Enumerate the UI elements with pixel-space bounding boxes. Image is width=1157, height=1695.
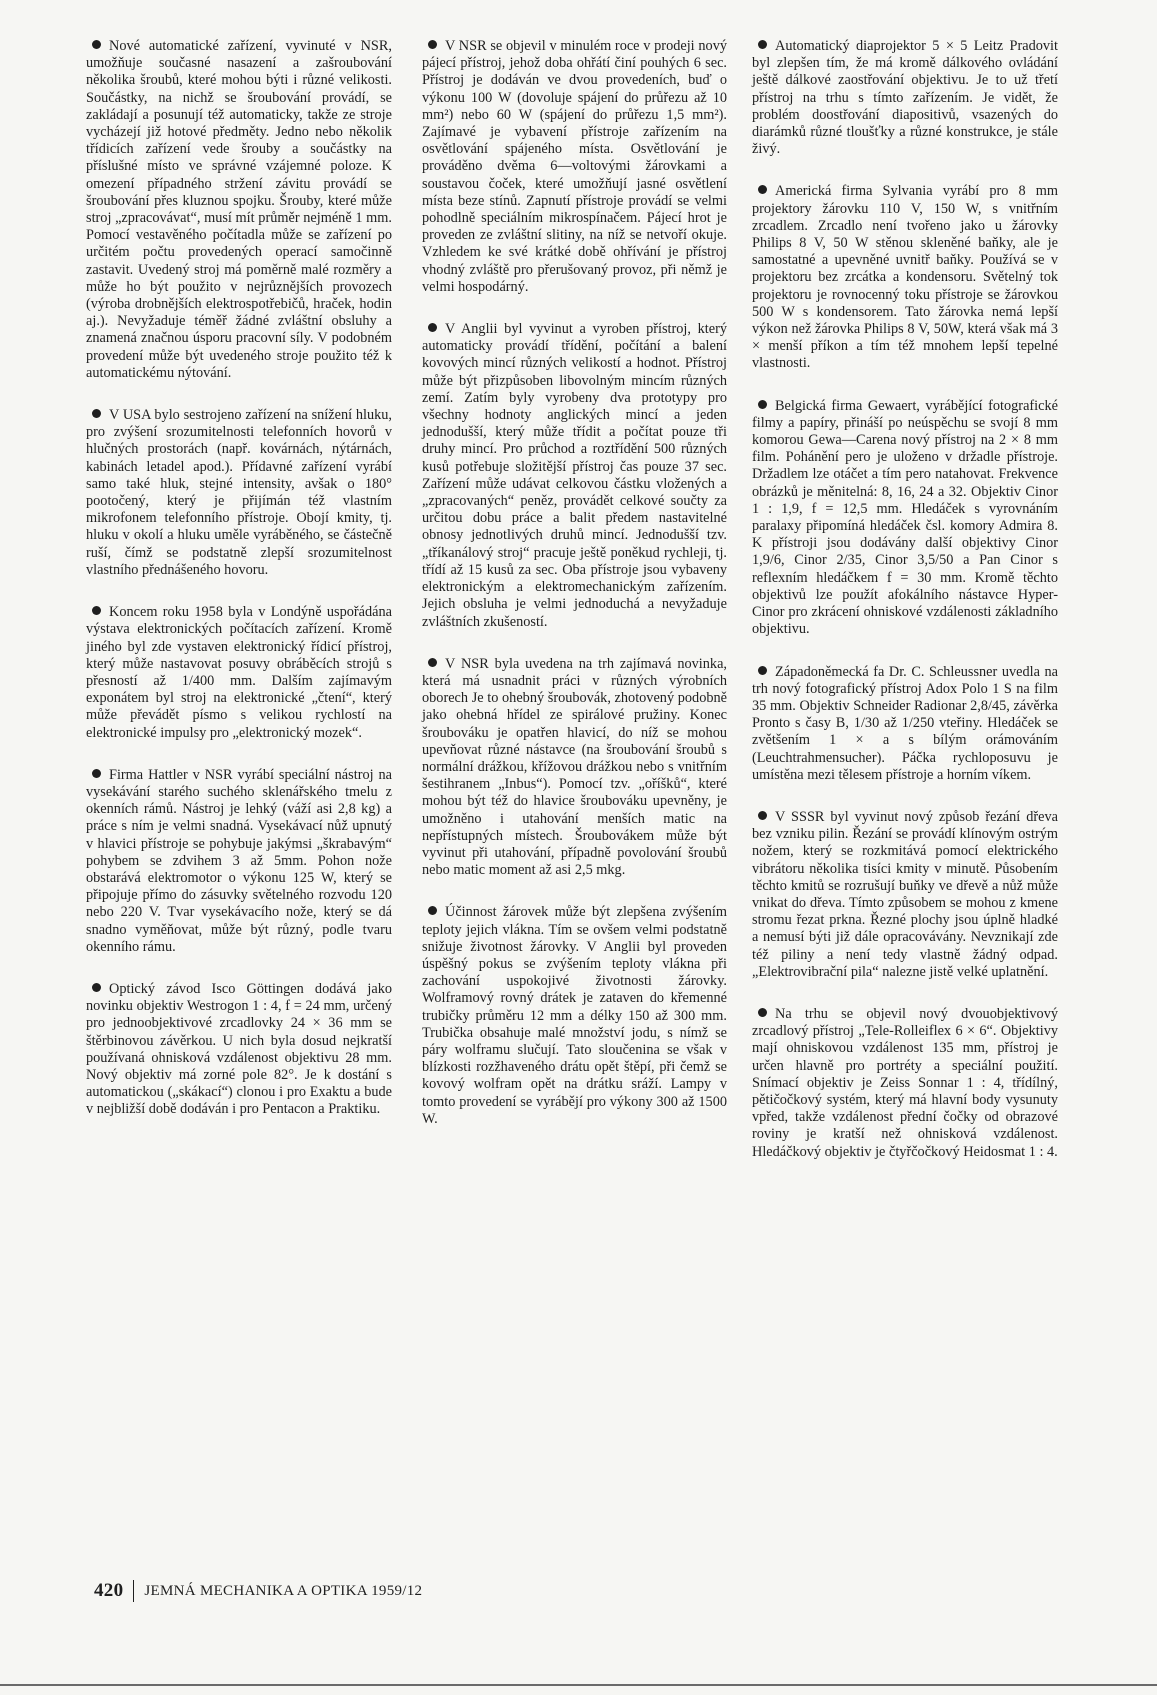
article	[422, 321, 727, 631]
article-text: Koncem roku 1958 byla v Londýně uspořádána výstava elektronických počítacích zařízení. Kromě jiného byl zde vystaven elektronický řídicí přístroj, který může nastavovat posuvy obráběcích strojů s přesností až 1/400 mm. Dalším zajímavým exponátem byl stroj na elektronické „čtení“, který může převádět písmo s velikou rychlostí na elektronické impulsy pro „elektronický mozek“.	[86, 604, 392, 741]
bullet-icon	[92, 606, 101, 615]
article-text: Na trhu se objevil nový dvouobjektivový zrcadlový přístroj „Tele-Rolleiflex 6 × 6“. Objektivy mají ohniskovou vzdálenost 135 mm, přístroj je určen hlavně pro portréty a speciální použití. Snímací objektiv je Zeiss Sonnar 1 : 4, třídílný, pětičočkový systém, který má hlavní body vysunuty vpřed, takže vzdálenost přední čočky od obrazové roviny je kratší než ohnisková vzdálenost. Hledáčkový objektiv je čtyřčočkový Heidosmat 1 : 4.	[752, 1005, 1058, 1160]
article-text: Americká firma Sylvania vyrábí pro 8 mm projektory žárovku 110 V, 150 W, s vnitřním zrcadlem. Zrcadlo není tvořeno jako u žárovky Philips 8 V, 50 W stěnou skleněné baňky, ale je samostatné a upevněné uvnitř baňky. Používá se v projektoru bez zrcátka a kondensoru. Světelný tok projektoru je rovnocenný toku přístroje se žárovkou 500 W s kondensorem. Tato žárovka nemá lepší výkon než žárovka Philips 8 V, 50W, která však má 3 × menší příkon a tím též mnohem lepší tepelné vlastnosti.	[752, 183, 1058, 372]
article	[752, 664, 1058, 784]
page-number: 420	[94, 1580, 124, 1601]
journal-name: JEMNÁ MECHANIKA A OPTIKA 1959/12	[144, 1582, 423, 1599]
article	[422, 656, 727, 880]
article-text: Západoněmecká fa Dr. C. Schleussner uvedla na trh nový fotografický přístroj Adox Polo 1 S na film 35 mm. Objektiv Schneider Radionar 2,8/45, závěrka Pronto s časy B, 1/30 až 1/250 vteřiny. Hledáček se zvětšením 1 × a s bílým orámováním (Leuchtrahmensucher). Páčka rychloposuvu je umístěna mezi tělesem přístroje a horním víkem.	[752, 663, 1058, 783]
article	[752, 38, 1058, 158]
article-text: Nové automatické zařízení, vyvinuté v NSR, umožňuje současné nasazení a zašroubování několika šroubů, které mohou býti i různé velikosti. Součástky, na nichž se šroubování provádí, se zakládají a posunují též automaticky, takže ze stroje vycházejí již hotové předměty. Jedno nebo několik třídicích zařízení vede šrouby a součástky na příslušné místo ve správné vzájemné poloze. K omezení případného stržení závitu provádí se šroubování přes kluznou spojku. Šrouby, které může stroj „zpracovávat“, musí mít průměr nejméně 1 mm. Pomocí vestavěného počítadla může se zařízení po určitém počtu provedených operací samočinně zastavit. Uvedený stroj má poměrně malé rozměry a může ho být použito v nejrůznějších provozech (výroba drobnějších elektrospotřebičů, hraček, hodin aj.). Nevyžaduje téměř žádné zvláštní obsluhy a znamená značnou úsporu pracovní síly. V podobném provedení může být uvedeného stroje použito též k automatickému nýtování.	[86, 38, 392, 381]
bullet-icon	[758, 40, 767, 49]
bullet-icon	[758, 1008, 767, 1017]
bullet-icon	[92, 983, 101, 992]
article	[422, 38, 727, 296]
bullet-icon	[92, 769, 101, 778]
article	[86, 767, 392, 956]
page-footer	[94, 1580, 422, 1602]
article-text: Účinnost žárovek může být zlepšena zvýšením teploty jejich vlákna. Tím se ovšem velmi podstatně snižuje životnost žárovky. V Anglii byl proveden úspěšný pokus se zvýšením teploty vlákna při zachování uspokojivé životnosti žárovky. Wolframový rovný drátek je zataven do křemenné trubičky průměru 12 mm a délky 150 až 300 mm. Trubička obsahuje malé množství jodu, s nímž se páry wolframu slučují. Tato sloučenina se však v blízkosti rozžhaveného drátu opět štěpí, při čemž se kovový wolfram opět na drátku sráží. Lampy v tomto provedení se vyrábějí pro výkony 300 až 1500 W.	[422, 904, 727, 1127]
article	[752, 398, 1058, 639]
bullet-icon	[758, 400, 767, 409]
article-text: Optický závod Isco Göttingen dodává jako novinku objektiv Westrogon 1 : 4, f = 24 mm, určený pro jednoobjektivové zrcadlovky 24 × 36 mm se štěrbinovou závěrkou. U nich byla dosud nejkratší používaná ohnisková vzdálenost objektivu 28 mm. Nový objektiv má zorné pole 82°. Je k dostání s automatickou („skákací“) clonou i pro Exaktu a bude v nejbližší době dodáván i pro Pentacon a Praktiku.	[86, 980, 392, 1118]
article-text: V SSSR byl vyvinut nový způsob řezání dřeva bez vzniku pilin. Řezání se provádí klínovým ostrým nožem, který se rozkmitává pomocí elektrického vibrátoru několika tisíci kmity v minutě. Působením těchto kmitů se rozrušují buňky ve dřevě a nůž může vnikat do dřeva. Tímto způsobem se mohou z kmene stromu řezat prkna. Řezné plochy jsou úplně hladké a nemusí býti již dále opracovávány. Nevznikají zde též piliny a není tedy vlastně žádný odpad. „Elektrovibrační pila“ nalezne jistě velké uplatnění.	[752, 808, 1058, 980]
article-text: V NSR byla uvedena na trh zajímavá novinka, která má usnadnit práci v různých výrobních oborech Je to ohebný šroubovák, zhotovený podobně jako ohebná hřídel ze spirálové pružiny. Konec šroubováku je opatřen hlavicí, do níž se mohou upevňovat různé nástavce (na šroubování šroubů s normální drážkou, křížovou drážkou nebo s vnitřním šestihranem „Inbus“). Pomocí tzv. „oříšků“, které mohou být též do hlavice šroubováku upevněny, je umožněno i utahování menších matic na nepřístupných místech. Šroubovákem může být vyvinut při utahování, případně povolování šroubů nebo matic moment až asi 2,5 mkg.	[422, 655, 727, 879]
article-text: Belgická firma Gewaert, vyrábějící fotografické filmy a papíry, přináší po neúspěchu se svojí 8 mm komorou Gewa—Carena nový přístroj na 2 × 8 mm film. Pohánění pero je uloženo v držadle přístroje. Držadlem lze otáčet a tím pero natahovat. Frekvence obrázků je měnitelná: 8, 16, 24 a 32. Objektiv Cinor 1 : 1,9, f = 12,5 mm. Hledáček s vyrovnáním paralaxy připomíná hledáček čsl. komory Admira 8. K přístroji jsou dodávány další objektivy Cinor 1,9/6, Cinor 2/35, Cinor 3,5/50 a Pan Cinor s reflexním hledáčkem f = 30 mm. Kromě těchto objektivů lze použít afokálního nástavce Hyper-Cinor pro zkrácení ohniskové vzdálenosti základního objektivu.	[752, 397, 1058, 638]
article	[752, 809, 1058, 981]
bullet-icon	[92, 409, 101, 418]
article-text: V Anglii byl vyvinut a vyroben přístroj, který automaticky provádí třídění, počítání a balení kovových mincí různých velikostí a hodnot. Přístroj může být přizpůsoben libovolným mincím různých zemí. Zatím byly vyrobeny dva prototypy pro všechny hodnoty anglických mincí a jeden jednodušší, který může třídit a počítat pouze tři druhy mincí. Pro průchod a roztřídění 500 různých kusů potřebuje složitější přístroj čas pouze 37 sec. Zařízení může udávat celkovou částku vložených a „zpracovaných“ peněz, provádět celkové součty za určitou dobu práce a balit předem nastavitelné obnosy jednotlivých druhů mincí. Jednodušší tzv. „tříkanálový stroj“ pracuje ještě poněkud rychleji, tj. třídí až 15 kusů za sec. Oba přístroje jsou vybaveny elektronickým a elektromechanickým zařízením. Jejich obsluha je velmi jednoduchá a nevyžaduje zvláštních zkušeností.	[422, 321, 727, 630]
article	[752, 1006, 1058, 1161]
bullet-icon	[428, 323, 437, 332]
article-text: V USA bylo sestrojeno zařízení na snížení hluku, pro zvýšení srozumitelnosti telefonních hovorů v hlučných prostorách (např. kovárnách, nýtárnách, kabinách letadel apod.). Přídavné zařízení vyrábí samo také hluk, stejné intensity, avšak o 180° pootočený, který je přijímán též vlastním mikrofonem telefonního přístroje. Obojí kmity, tj. hluku v okolí a hluku uměle vyráběného, se částečně ruší, čímž se podstatně zlepší srozumitelnost vlastního přednášeného hovoru.	[86, 407, 392, 578]
article	[422, 904, 727, 1128]
bullet-icon	[758, 666, 767, 675]
scan-edge-line	[0, 1684, 1157, 1686]
column-1	[86, 38, 392, 1144]
bullet-icon	[758, 185, 767, 194]
column-2	[422, 38, 727, 1153]
bullet-icon	[428, 40, 437, 49]
column-3	[752, 38, 1058, 1186]
bullet-icon	[428, 658, 437, 667]
article	[752, 183, 1058, 372]
bullet-icon	[92, 40, 101, 49]
article	[86, 38, 392, 382]
footer-divider	[133, 1580, 134, 1602]
article	[86, 981, 392, 1119]
bullet-icon	[428, 906, 437, 915]
article	[86, 604, 392, 742]
article-text: Firma Hattler v NSR vyrábí speciální nástroj na vysekávání starého suchého sklenářského tmelu z okenních rámů. Nástroj je lehký (váží asi 2,8 kg) a práce s ním je velmi snadná. Vysekávací nůž upnutý v hlavici přístroje se pohybuje jakýmsi „škrabavým“ pohybem se zdvihem 3 až 5mm. Pohon nože obstarává elektromotor o výkonu 125 W, který se připojuje přímo do zásuvky světelného rozvodu 120 nebo 220 V. Tvar vysekávacího nože, který se dá snadno vyměňovat, může být různý, podle tvaru okenního rámu.	[86, 766, 392, 955]
article-text: V NSR se objevil v minulém roce v prodeji nový pájecí přístroj, jehož doba ohřátí činí pouhých 6 sec. Přístroj je dodáván ve dvou provedeních, buď o výkonu 100 W (dovoluje spájení do průřezu až 10 mm²) nebo 60 W (spájení do průřezu 1,5 mm²). Zajímavé je vybavení přístroje zařízením na osvětlování spájeného místa. Osvětlování je prováděno dvěma 6—voltovými žárovkami a soustavou čoček, které umožňují jasné osvětlení místa beze stínů. Zapnutí přístroje provádí se velmi pohodlně speciálním mikrospínačem. Pájecí hrot je proveden ze zvláštní slitiny, na níž se netvoří okuje. Vzhledem ke své krátké době ohřívání je přístroj vhodný zvláště pro přerušovaný provoz, při němž je velmi hospodárný.	[422, 38, 727, 295]
bullet-icon	[758, 811, 767, 820]
article	[86, 407, 392, 579]
article-text: Automatický diaprojektor 5 × 5 Leitz Pradovit byl zlepšen tím, že má kromě dálkového ovládání ještě dálkové zaostřování objektivu. Je to už třetí přístroj na trhu s tímto zařízením. Je vidět, že problém doostřování diapositivů, vsazených do diarámků různé tloušťky a různé konstrukce, je stále živý.	[752, 38, 1058, 158]
